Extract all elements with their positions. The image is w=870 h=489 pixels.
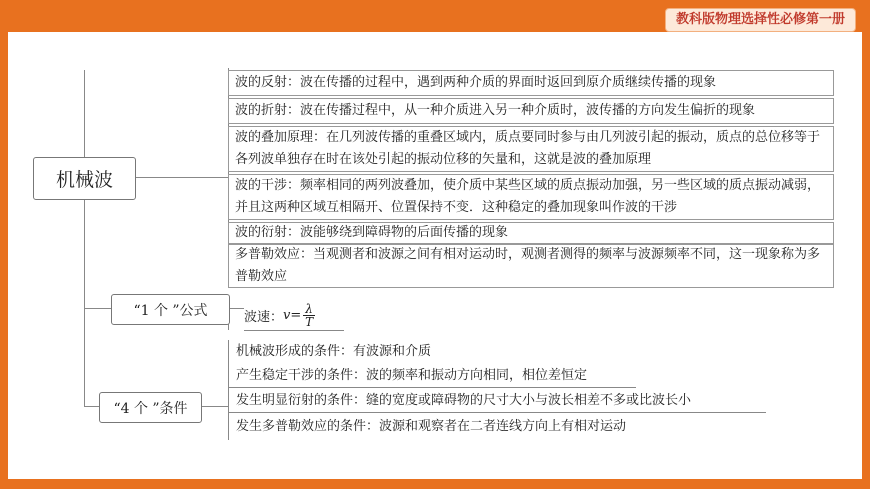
condition-node: “4 个 ”条件 xyxy=(99,392,202,423)
condition-interference: 产生稳定干涉的条件：波的频率和振动方向相同，相位差恒定 xyxy=(228,365,636,388)
formula-node: “1 个 ”公式 xyxy=(111,294,230,325)
sub2-link xyxy=(200,406,228,407)
bottom-border xyxy=(0,479,870,489)
formula-var: v xyxy=(283,307,291,323)
phenomenon-diffraction xyxy=(228,222,834,244)
trunk-to-sub2 xyxy=(84,406,99,407)
book-title-badge: 教科版物理选择性必修第一册 xyxy=(665,8,856,32)
formula-fraction xyxy=(303,303,315,328)
phenomenon-doppler xyxy=(228,244,834,288)
right-border xyxy=(862,0,870,489)
item-text: 波的干涉：频率相同的两列波叠加，使介质中某些区域的质点振动加强，另一些区域的质点振动减弱，并且这两种区域互相隔开、位置保持不变．这种稳定的叠加现象叫作波的干涉 xyxy=(235,178,821,215)
root-node: 机械波 xyxy=(33,157,136,200)
condition-wave-formation: 机械波形成的条件：有波源和介质 xyxy=(236,344,432,359)
phenomenon-interference xyxy=(228,174,834,220)
item-text: 多普勒效应：当观测者和波源之间有相对运动时，观测者测得的频率与波源频率不同，这一现象称为多普勒效应 xyxy=(235,247,821,284)
phenomenon-reflection xyxy=(228,70,834,96)
item-text: 波的衍射：波能够绕到障碍物的后面传播的现象 xyxy=(235,225,509,240)
left-border xyxy=(0,0,8,489)
item-text: 波的叠加原理：在几列波传播的重叠区域内，质点要同时参与由几列波引起的振动，质点的总位移等于各列波单独存在时在该处引起的振动位移的矢量和，这就是波的叠加原理 xyxy=(235,130,821,167)
wave-speed-formula xyxy=(244,300,344,331)
phenomenon-refraction xyxy=(228,98,834,124)
item-text: 波的反射：波在传播的过程中，遇到两种介质的界面时返回到原介质继续传播的现象 xyxy=(235,75,717,90)
main-trunk xyxy=(84,70,85,406)
trunk-to-sub1 xyxy=(84,308,111,309)
phenomenon-superposition xyxy=(228,126,834,172)
sub1-link xyxy=(228,308,244,309)
formula-numerator: λ xyxy=(305,301,313,316)
condition-doppler: 发生多普勒效应的条件：波源和观察者在二者连线方向上有相对运动 xyxy=(236,419,627,434)
formula-eq: = xyxy=(290,307,302,323)
formula-prefix: 波速： xyxy=(244,309,284,325)
branch-bracket-1 xyxy=(134,177,228,178)
item-text: 波的折射：波在传播过程中，从一种介质进入另一种介质时，波传播的方向发生偏折的现象 xyxy=(235,103,756,118)
condition-diffraction: 发生明显衍射的条件：缝的宽度或障碍物的尺寸大小与波长相差不多或比波长小 xyxy=(228,390,766,413)
formula-denominator: T xyxy=(305,314,314,329)
